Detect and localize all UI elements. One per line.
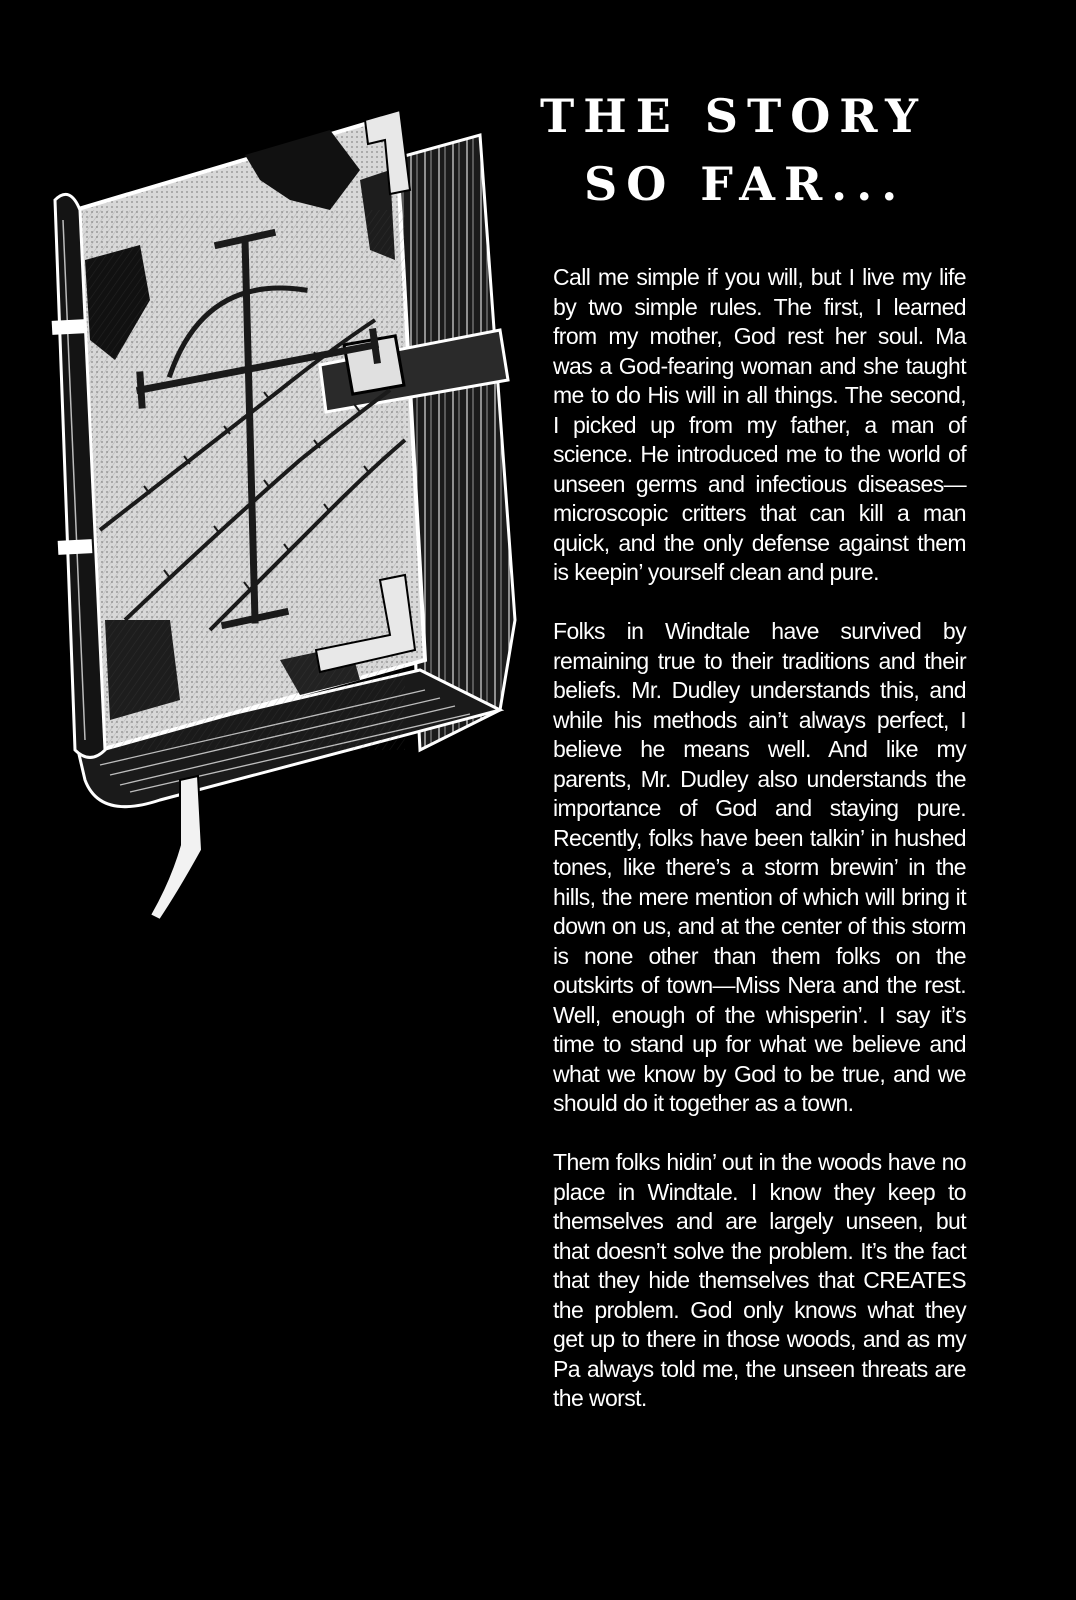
title-line-1: THE STORY: [540, 89, 927, 143]
page-title: [540, 82, 960, 218]
story-text: [553, 263, 966, 1443]
bible-book-icon: [30, 60, 550, 940]
story-paragraph-1: Call me simple if you will, but I live my life by two simple rules. The first, I learned from my mother, God rest her soul. Ma was a God-fearing woman and she taught me to do His will in all things. The second, I picked up from my father, a man of science. He introduced me to the world of unseen germs and infectious diseases—microscopic critters that can kill a man quick, and the only defense against them is keepin’ yourself clean and pure.: [553, 264, 966, 585]
story-paragraph-3: Them folks hidin’ out in the woods have no place in Windtale. I know they keep to themselves and are largely unseen, but that doesn’t solve the problem. It’s the fact that they hide themselves that CREATES the problem. God only knows what they get up to there in those woods, and as my Pa always told me, the unseen threats are the worst.: [553, 1149, 966, 1411]
story-paragraph-2: Folks in Windtale have survived by remaining true to their traditions and their beliefs. Mr. Dudley understands this, and while his methods ain’t always perfect, I believe he means well. And like my parents, Mr. Dudley also understands the importance of God and staying pure. Recently, folks have been talkin’ in hushed tones, like there’s a storm brewin’ in the hills, the mere mention of which will bring it down on us, and at the center of this storm is none other than them folks on the outskirts of town—Miss Nera and the rest. Well, enough of the whisperin’. I say it’s time to stand up for what we believe and what we know by God to be true, and we should do it together as a town.: [553, 618, 966, 1116]
title-line-2: SO FAR...: [584, 157, 907, 211]
